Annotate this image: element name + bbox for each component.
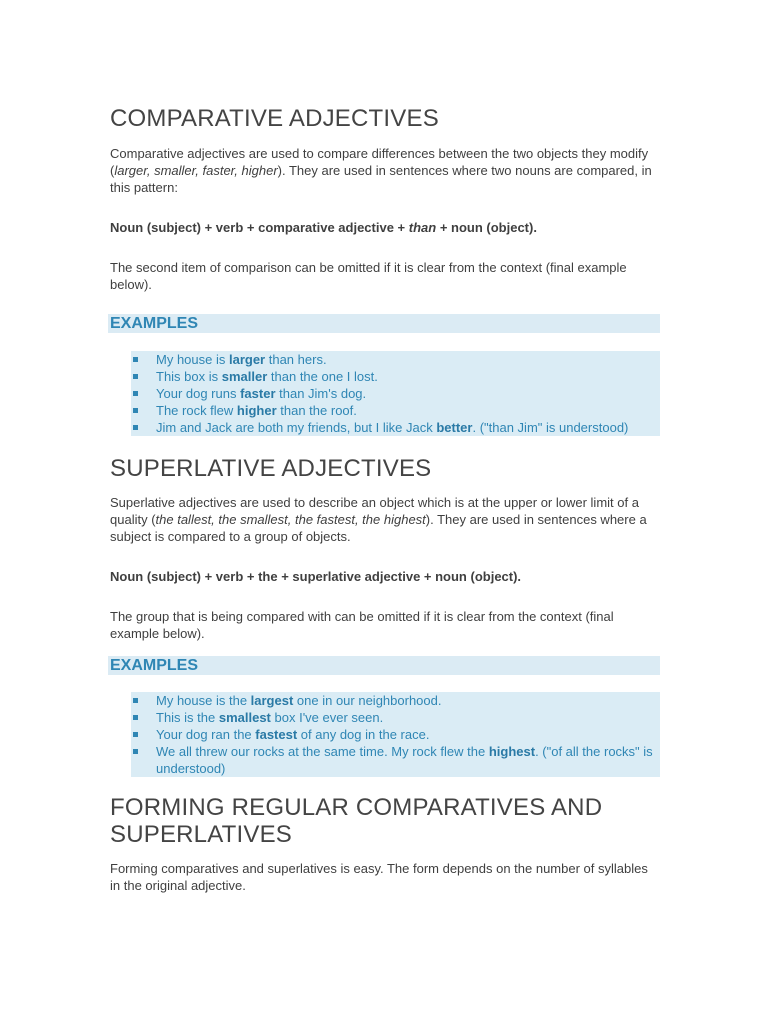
example-text: than the one I lost. <box>267 369 378 384</box>
comparative-examples-heading: EXAMPLES <box>108 314 660 333</box>
example-text: than Jim's dog. <box>275 386 367 401</box>
superlative-examples-list <box>131 692 660 777</box>
example-text: . ("than Jim" is understood) <box>472 420 629 435</box>
comparative-intro-examples: larger, smaller, faster, higher <box>114 163 278 178</box>
example-keyword: faster <box>240 386 276 401</box>
square-bullet-icon <box>133 374 138 379</box>
square-bullet-icon <box>133 425 138 430</box>
superlative-intro: Superlative adjectives are used to describe an object which is at the upper or lower limit of a quality (the tallest, the smallest, the fastest, the highest). They are used in sentences where a subject is compared to a group of objects. <box>110 495 647 544</box>
comparative-pattern-than: than <box>408 220 437 235</box>
example-text: . ("of all the rocks" is understood) <box>156 744 653 776</box>
comparative-examples-list <box>131 351 660 436</box>
example-text: My house is the <box>156 693 251 708</box>
square-bullet-icon <box>133 698 138 703</box>
square-bullet-icon <box>133 715 138 720</box>
square-bullet-icon <box>133 749 138 754</box>
example-text: The rock flew <box>156 403 237 418</box>
square-bullet-icon <box>133 357 138 362</box>
comparative-pattern: Noun (subject) + verb + comparative adjective + than + noun (object). <box>110 220 537 235</box>
document-page <box>110 100 660 894</box>
superlative-pattern: Noun (subject) + verb + the + superlative adjective + noun (object). <box>110 569 522 584</box>
example-keyword: smaller <box>221 369 268 384</box>
example-text: Your dog runs <box>156 386 241 401</box>
example-text: of any dog in the race. <box>297 727 430 742</box>
example-text: one in our neighborhood. <box>293 693 442 708</box>
example-text: box I've ever seen. <box>270 710 384 725</box>
example-keyword: largest <box>250 693 294 708</box>
example-keyword: highest <box>488 744 536 759</box>
example-text: We all threw our rocks at the same time. My rock flew the <box>156 744 489 759</box>
example-text: This is the <box>156 710 219 725</box>
example-keyword: fastest <box>255 727 298 742</box>
comparative-heading: COMPARATIVE ADJECTIVES <box>110 105 439 132</box>
example-keyword: better <box>436 420 473 435</box>
square-bullet-icon <box>133 408 138 413</box>
example-text: My house is <box>156 352 229 367</box>
example-text: than the roof. <box>276 403 357 418</box>
example-item <box>131 385 660 402</box>
superlative-examples-heading: EXAMPLES <box>108 656 660 675</box>
example-item <box>131 368 660 385</box>
example-item <box>131 743 660 777</box>
example-item <box>131 692 660 709</box>
example-text: Jim and Jack are both my friends, but I like Jack <box>156 420 437 435</box>
square-bullet-icon <box>133 732 138 737</box>
superlative-intro-examples: the tallest, the smallest, the fastest, the highest <box>155 512 426 527</box>
forming-intro: Forming comparatives and superlatives is easy. The form depends on the number of syllables in the original adjective. <box>110 861 648 893</box>
example-item <box>131 351 660 368</box>
comparative-intro: Comparative adjectives are used to compare differences between the two objects they modify (larger, smaller, faster, higher). They are used in sentences where two nouns are compared, in this pattern: <box>110 146 652 195</box>
superlative-heading: SUPERLATIVE ADJECTIVES <box>110 455 432 482</box>
example-keyword: smallest <box>218 710 271 725</box>
example-keyword: larger <box>228 352 266 367</box>
example-text: Your dog ran the <box>156 727 256 742</box>
example-item <box>131 726 660 743</box>
square-bullet-icon <box>133 391 138 396</box>
example-item <box>131 419 660 436</box>
comparative-note: The second item of comparison can be omitted if it is clear from the context (final example below). <box>110 260 627 292</box>
example-text: than hers. <box>265 352 327 367</box>
example-text: This box is <box>156 369 222 384</box>
example-keyword: higher <box>236 403 277 418</box>
example-item <box>131 402 660 419</box>
example-item <box>131 709 660 726</box>
superlative-note: The group that is being compared with can be omitted if it is clear from the context (final example below). <box>110 609 614 641</box>
forming-heading: FORMING REGULAR COMPARATIVES AND SUPERLATIVES <box>110 794 603 848</box>
